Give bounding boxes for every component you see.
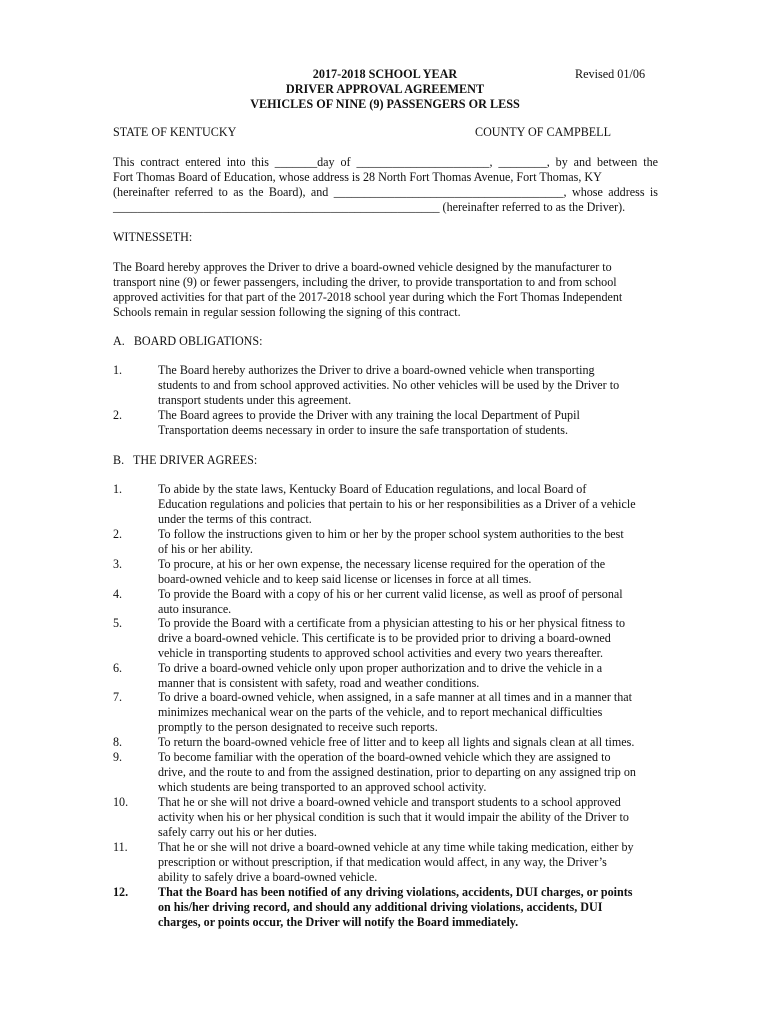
- contract-line-3: (hereinafter referred to as the Board), and ______________________________________, whose address is: [113, 185, 658, 199]
- section-b-item: [113, 661, 658, 691]
- item-text: To follow the instructions given to him or her by the proper school system authorities to the best of his or her ability.: [158, 527, 624, 556]
- item-number: 10.: [113, 795, 129, 809]
- approval-line-4: Schools remain in regular session following the signing of this contract.: [113, 305, 461, 319]
- section-a-item: [113, 408, 658, 438]
- item-number: 12.: [113, 885, 129, 899]
- section-b-item: [113, 735, 658, 750]
- item-number: 3.: [113, 557, 123, 571]
- contract-line-2: Fort Thomas Board of Education, whose address is 28 North Fort Thomas Avenue, Fort Thomas, KY: [113, 170, 602, 184]
- section-b-item: [113, 690, 658, 735]
- item-text: That he or she will not drive a board-owned vehicle at any time while taking medication, either by prescription or without prescription, if that medication would affect, in any way, the Driver’s ability to safely drive a board-owned vehicle.: [158, 840, 634, 884]
- item-text: To provide the Board with a certificate from a physician attesting to his or her physical fitness to drive a board-owned vehicle. This certificate is to be provided prior to driving a board-owned vehicle in transporting students to approved school activities and every two years thereafter.: [158, 616, 625, 660]
- section-b-title: B. THE DRIVER AGREES:: [113, 453, 258, 467]
- approval-line-1: The Board hereby approves the Driver to drive a board-owned vehicle designed by the manufacturer to: [113, 260, 612, 274]
- section-a-title: A. BOARD OBLIGATIONS:: [113, 334, 263, 348]
- school-year-heading: 2017-2018 SCHOOL YEAR: [312, 67, 458, 81]
- item-text: That the Board has been notified of any driving violations, accidents, DUI charges, or points on his/her driving record, and should any additional driving violations, accidents, DUI charges, or points occur, the Driver will notify the Board immediately.: [158, 885, 633, 929]
- item-number: 1.: [113, 482, 123, 496]
- contract-line-4: ______________________________________________________ (hereinafter referred to as the Driver).: [113, 200, 626, 214]
- item-text: To procure, at his or her own expense, the necessary license required for the operation of the board-owned vehicle and to keep said license or licenses in force at all times.: [158, 557, 606, 586]
- section-b-item: [113, 587, 658, 617]
- item-number: 2.: [113, 527, 123, 541]
- item-number: 11.: [113, 840, 128, 854]
- section-b-item-bold: [113, 885, 658, 930]
- section-b-item: [113, 527, 658, 557]
- section-b-item: [113, 557, 658, 587]
- item-text: To drive a board-owned vehicle, when assigned, in a safe manner at all times and in a manner that minimizes mechanical wear on the parts of the vehicle, and to report mechanical difficulties promptly to the person designated to receive such reports.: [158, 690, 633, 734]
- item-number: 4.: [113, 587, 123, 601]
- state-label: STATE OF KENTUCKY: [113, 125, 237, 139]
- item-number: 8.: [113, 735, 123, 749]
- agreement-title: DRIVER APPROVAL AGREEMENT: [285, 82, 485, 96]
- section-b-item: [113, 795, 658, 840]
- item-text: To become familiar with the operation of the board-owned vehicle which they are assigned to drive, and the route to and from the assigned destination, prior to departing on any assigned trip on which students are being transported to an approved school activity.: [158, 750, 636, 794]
- item-text: The Board agrees to provide the Driver with any training the local Department of Pupil Transportation deems necessary in order to insure the safe transportation of students.: [158, 408, 580, 437]
- county-label: COUNTY OF CAMPBELL: [475, 125, 611, 139]
- item-number: 5.: [113, 616, 123, 630]
- item-number: 9.: [113, 750, 123, 764]
- item-text: To abide by the state laws, Kentucky Board of Education regulations, and local Board of Education regulations and policies that pertain to his or her responsibilities as a Driver of a vehicle under the terms of this contract.: [158, 482, 636, 526]
- item-number: 7.: [113, 690, 123, 704]
- item-number: 6.: [113, 661, 123, 675]
- approval-line-3: approved activities for that part of the 2017-2018 school year during which the Fort Thomas Independent: [113, 290, 623, 304]
- item-number: 2.: [113, 408, 123, 422]
- section-b-item: [113, 482, 658, 527]
- witnesseth-heading: WITNESSETH:: [113, 230, 193, 244]
- item-text: To return the board-owned vehicle free of litter and to keep all lights and signals clean at all times.: [158, 735, 635, 749]
- item-text: The Board hereby authorizes the Driver to drive a board-owned vehicle when transporting students to and from school approved activities. No other vehicles will be used by the Driver to transport students under this agreement.: [158, 363, 620, 407]
- item-text: That he or she will not drive a board-owned vehicle and transport students to a school approved activity when his or her physical condition is such that it would impair the ability of the Driver to safely carry out his or her duties.: [158, 795, 629, 839]
- item-text: To drive a board-owned vehicle only upon proper authorization and to drive the vehicle in a manner that is consistent with safety, road and weather conditions.: [158, 661, 603, 690]
- section-b-item: [113, 750, 658, 795]
- revision-date: Revised 01/06: [575, 67, 646, 81]
- vehicle-class-heading: VEHICLES OF NINE (9) PASSENGERS OR LESS: [250, 97, 520, 111]
- approval-line-2: transport nine (9) or fewer passengers, including the driver, to provide transportation to and from school: [113, 275, 617, 289]
- contract-line-1: This contract entered into this _______day of ______________________, ________, by and between the: [113, 155, 658, 169]
- section-a-item: [113, 363, 658, 408]
- section-b-item: [113, 616, 658, 661]
- item-text: To provide the Board with a copy of his or her current valid license, as well as proof of personal auto insurance.: [158, 587, 623, 616]
- item-number: 1.: [113, 363, 123, 377]
- section-b-item: [113, 840, 658, 885]
